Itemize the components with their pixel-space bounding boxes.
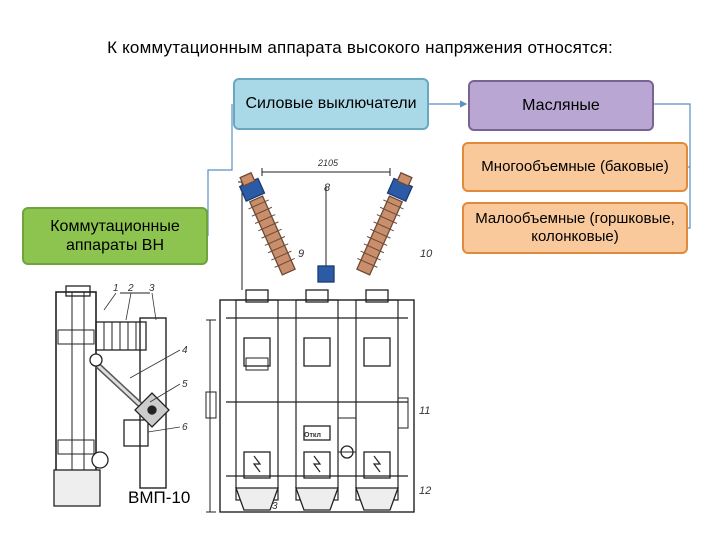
callout-2: 2 (128, 283, 134, 294)
callout-12: 12 (419, 485, 432, 497)
switching-devices-node: Коммутационные аппараты ВН (22, 207, 208, 265)
callout-6: 6 (182, 422, 188, 433)
dimension-label: 2105 (318, 158, 339, 168)
oil-breakers-node: Масляные (468, 80, 654, 131)
callout-11: 11 (419, 405, 431, 417)
callout-4: 4 (182, 345, 188, 356)
page-title: К коммутационным аппарата высокого напряжения относятся: (107, 38, 613, 57)
callout-1: 1 (113, 283, 119, 294)
callout-bottom-3: 3 (272, 501, 278, 512)
panel-label: Откл (304, 432, 321, 439)
callout-9: 9 (298, 248, 305, 260)
multi-volume-node: Многообъемные (баковые) (462, 142, 688, 192)
callout-8: 8 (324, 182, 331, 194)
front-view-drawing (206, 290, 414, 512)
callout-5: 5 (182, 379, 188, 390)
callout-10: 10 (420, 248, 433, 260)
side-view-drawing (54, 286, 169, 506)
power-breakers-node: Силовые выключатели (233, 78, 429, 130)
figure-caption: ВМП-10 (128, 488, 191, 507)
low-volume-node: Малообъемные (горшковые, колонковые) (462, 202, 688, 254)
callout-3: 3 (149, 283, 155, 294)
